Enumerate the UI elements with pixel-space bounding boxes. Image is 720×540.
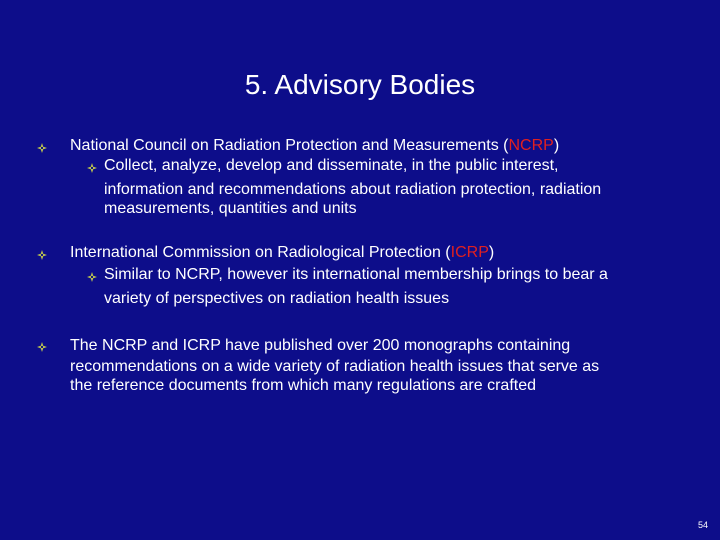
bullet-2-post: ) xyxy=(488,244,495,261)
bullet-1-highlight: NCRP xyxy=(508,137,554,154)
bullet-1-sub-line-1: Collect, analyze, develop and disseminate, in the public interest, xyxy=(104,157,559,174)
bullet-2-highlight: ICRP xyxy=(450,244,489,261)
page-number: 54 xyxy=(697,520,708,530)
bullet-diamond-icon xyxy=(37,143,47,153)
bullet-1-post: ) xyxy=(553,137,560,154)
bullet-3-line-3: the reference documents from which many regulations are crafted xyxy=(70,377,537,394)
sub-bullet-diamond-icon xyxy=(87,272,97,282)
bullet-1-sub-line-3: measurements, quantities and units xyxy=(104,200,357,217)
bullet-3-line-2: recommendations on a wide variety of radiation health issues that serve as xyxy=(70,358,600,375)
bullet-2-heading xyxy=(70,243,494,262)
bullet-2-sub-line-2: variety of perspectives on radiation health issues xyxy=(104,290,450,307)
bullet-2-sub-line-1: Similar to NCRP, however its international membership brings to bear a xyxy=(104,266,608,283)
bullet-1-pre: National Council on Radiation Protection and Measurements ( xyxy=(70,137,509,154)
bullet-2-pre: International Commission on Radiological Protection ( xyxy=(70,244,451,261)
sub-bullet-diamond-icon xyxy=(87,163,97,173)
bullet-3-line-1: The NCRP and ICRP have published over 200 monographs containing xyxy=(70,337,571,354)
slide-title: 5. Advisory Bodies xyxy=(244,69,476,100)
bullet-diamond-icon xyxy=(37,250,47,260)
bullet-1-heading xyxy=(70,136,559,155)
bullet-diamond-icon xyxy=(37,342,47,352)
bullet-1-sub-line-2: information and recommendations about radiation protection, radiation xyxy=(104,181,602,198)
